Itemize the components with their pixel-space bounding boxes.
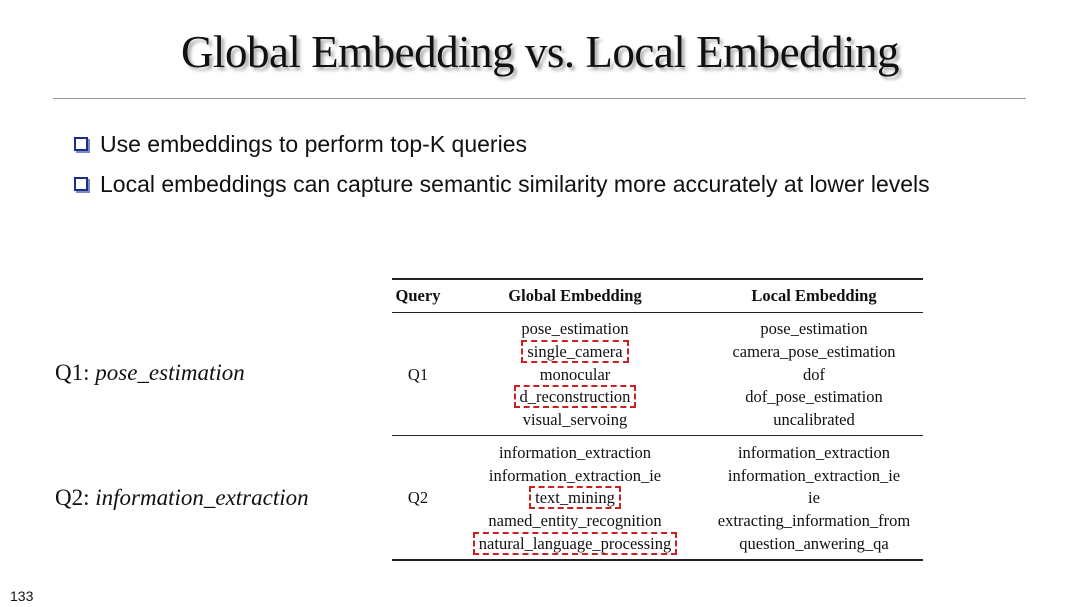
global-term: information_extraction bbox=[498, 443, 652, 462]
page-number: 133 bbox=[10, 588, 34, 604]
bullet-item bbox=[74, 124, 930, 164]
local-term: extracting_information_from bbox=[717, 511, 911, 530]
checkbox-bullet-icon bbox=[74, 177, 88, 191]
global-term: visual_servoing bbox=[522, 410, 628, 429]
table-header-global: Global Embedding bbox=[508, 286, 642, 305]
table-header-query: Query bbox=[395, 286, 441, 305]
global-term-highlighted: natural_language_processing bbox=[460, 533, 690, 555]
local-term: information_extraction bbox=[737, 443, 891, 462]
table-bottom-rule bbox=[392, 559, 923, 561]
bullet-text: Local embeddings can capture semantic similarity more accurately at lower levels bbox=[100, 170, 930, 197]
global-term: monocular bbox=[539, 365, 611, 384]
q2-label: Q2: information_extraction bbox=[55, 485, 309, 510]
q1-term: pose_estimation bbox=[95, 360, 245, 385]
table-top-rule bbox=[392, 278, 923, 280]
local-term: ie bbox=[808, 488, 820, 507]
local-term: camera_pose_estimation bbox=[732, 342, 896, 361]
bullet-list bbox=[74, 124, 930, 204]
global-term: information_extraction_ie bbox=[488, 466, 662, 485]
local-term: information_extraction_ie bbox=[727, 466, 901, 485]
table-query-cell: Q2 bbox=[407, 488, 429, 507]
global-term-highlighted: d_reconstruction bbox=[460, 386, 690, 408]
q2-term: information_extraction bbox=[95, 485, 309, 510]
local-term: pose_estimation bbox=[760, 319, 868, 338]
local-term: dof_pose_estimation bbox=[745, 387, 883, 406]
global-term-highlighted: single_camera bbox=[460, 341, 690, 363]
bullet-text: Use embeddings to perform top-K queries bbox=[100, 130, 527, 157]
slide-title: Global Embedding vs. Local Embedding bbox=[180, 27, 900, 77]
global-term: pose_estimation bbox=[521, 319, 629, 338]
global-term-highlighted: text_mining bbox=[460, 487, 690, 509]
local-term: dof bbox=[803, 365, 825, 384]
table-header-local: Local Embedding bbox=[751, 286, 877, 305]
global-term: named_entity_recognition bbox=[488, 511, 662, 530]
table-header-rule bbox=[392, 312, 923, 313]
q1-label: Q1: pose_estimation bbox=[55, 360, 245, 385]
title-divider bbox=[53, 98, 1026, 99]
checkbox-bullet-icon bbox=[74, 137, 88, 151]
local-term: uncalibrated bbox=[773, 410, 855, 429]
table-group-rule bbox=[392, 435, 923, 436]
local-term: question_anwering_qa bbox=[739, 534, 889, 553]
table-query-cell: Q1 bbox=[407, 365, 429, 384]
bullet-item bbox=[74, 164, 930, 204]
